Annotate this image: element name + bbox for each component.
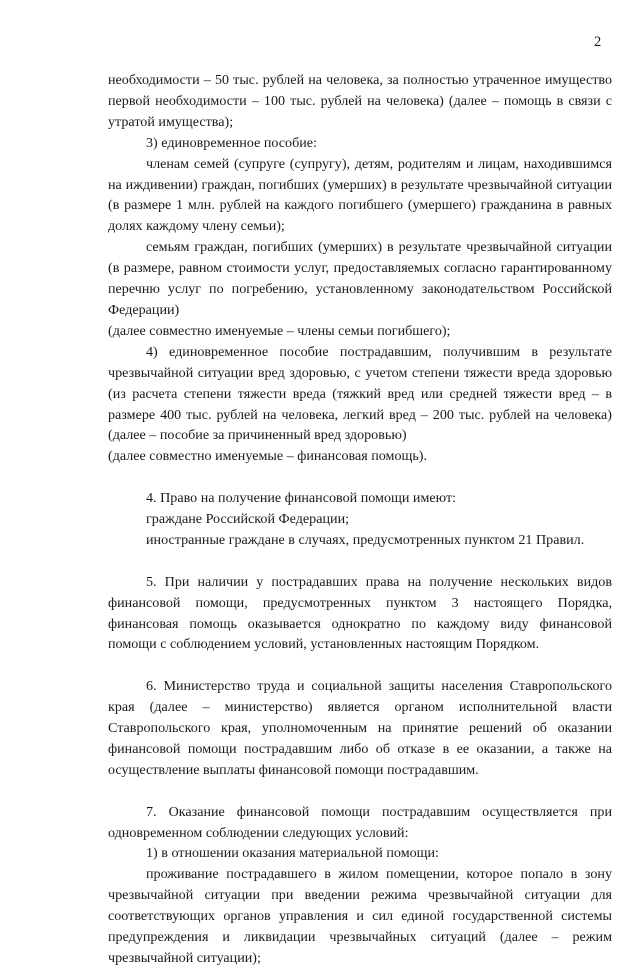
paragraph: 5. При наличии у пострадавших права на получение нескольких видов финансовой помощи, предусмотренных пунктом 3 настоящего Порядка, финансовая помощь оказывается однократно по каждому виду финансовой помощи с соблюдением условий, установленных настоящим Порядком. xyxy=(108,573,612,653)
paragraph: граждане Российской Федерации; xyxy=(146,511,350,528)
paragraph: семьям граждан, погибших (умерших) в результате чрезвычайной ситуации (в размере, равном стоимости услуг, предоставляемых согласно гарантированному перечню услуг по погребению, установленному законодательством Российской Федерации) xyxy=(108,239,612,318)
paragraph: (далее совместно именуемые – финансовая помощь). xyxy=(108,448,428,465)
paragraph: 7. Оказание финансовой помощи пострадавшим осуществляется при одновременном соблюдении следующих условий: xyxy=(108,803,612,841)
paragraph: иностранные граждане в случаях, предусмотренных пунктом 21 Правил. xyxy=(146,531,585,548)
paragraph: необходимости – 50 тыс. рублей на человека, за полностью утраченное имущество первой необходимости – 100 тыс. рублей на человека) (далее – помощь в связи с утратой имущества); xyxy=(108,72,612,130)
paragraph: 4. Право на получение финансовой помощи имеют: xyxy=(146,490,457,507)
paragraph: 3) единовременное пособие: xyxy=(146,134,317,151)
paragraph: проживание пострадавшего в жилом помещении, которое попало в зону чрезвычайной ситуации при введении режима чрезвычайной ситуации для соответствующих органов управления и сил единой государственной системы предупреждения и ликвидации чрезвычайных ситуаций (далее – режим чрезвычайной ситуации); xyxy=(108,866,612,966)
paragraph: 1) в отношении оказания материальной помощи: xyxy=(146,845,439,862)
document-body xyxy=(108,70,612,969)
paragraph: (далее совместно именуемые – члены семьи погибшего); xyxy=(108,322,451,339)
page-number: 2 xyxy=(594,34,602,50)
paragraph: 6. Министерство труда и социальной защиты населения Ставропольского края (далее – министерство) является органом исполнительной власти Ставропольского края, уполномоченным на принятие решений об оказании финансовой помощи пострадавшим либо об отказе в ее оказании, а также на осуществление выплаты финансовой помощи пострадавшим. xyxy=(108,678,612,778)
paragraph: 4) единовременное пособие пострадавшим, получившим в результате чрезвычайной ситуации вред здоровью, с учетом степени тяжести вреда здоровью (из расчета степени тяжести вреда (тяжкий вред или средней тяжести вред – в размере 400 тыс. рублей на человека, легкий вред – 200 тыс. рублей на человека) (далее – пособие за причиненный вред здоровью) xyxy=(108,343,612,444)
paragraph: членам семей (супруге (супругу), детям, родителям и лицам, находившимся на иждивении) граждан, погибших (умерших) в результате чрезвычайной ситуации (в размере 1 млн. рублей на каждого погибшего (умершего) гражданина в равных долях каждому члену семьи); xyxy=(108,155,612,235)
